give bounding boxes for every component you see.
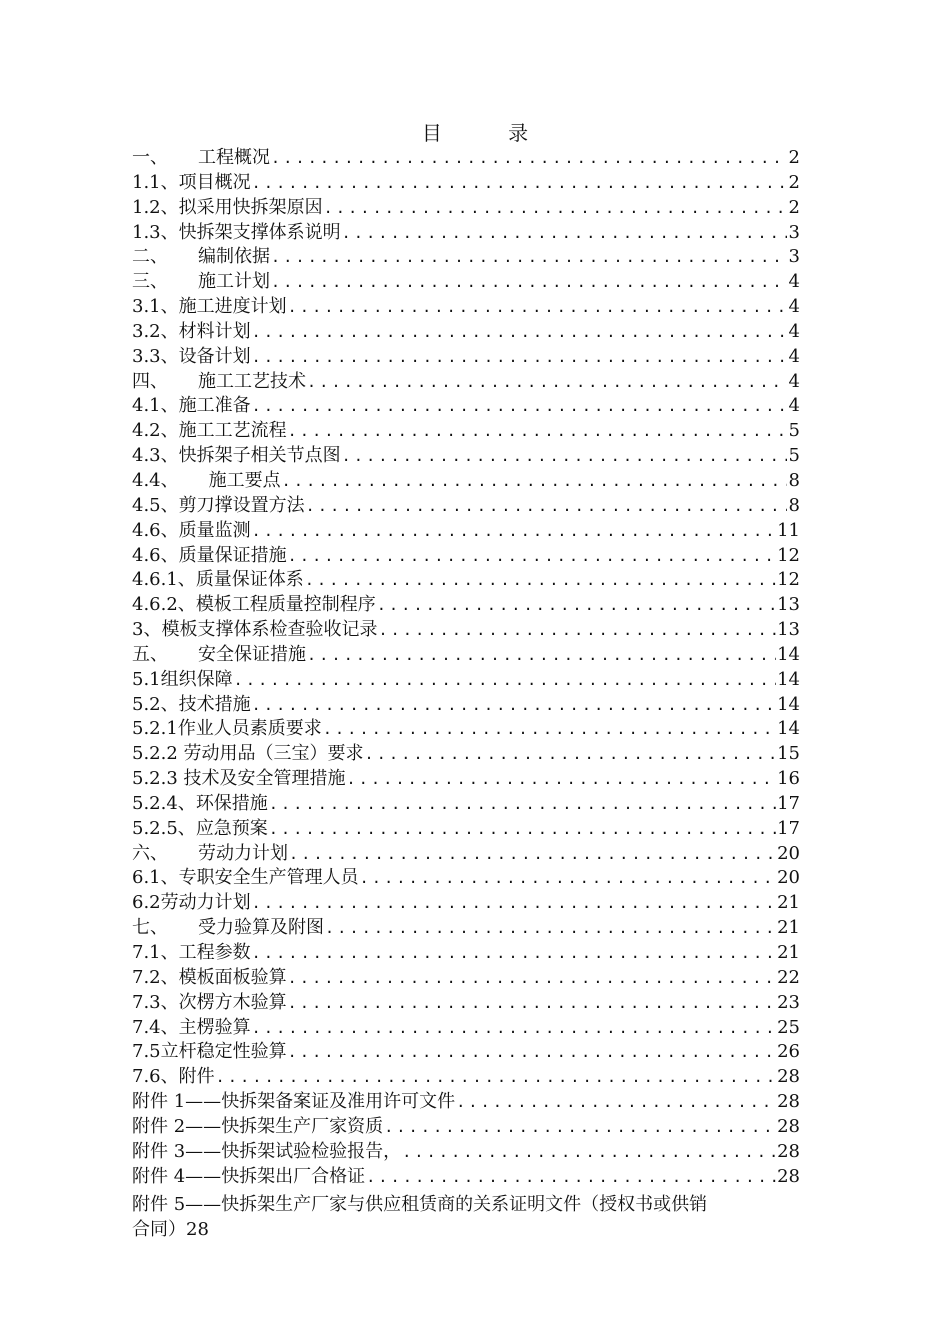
toc-entry-page-number: 11 <box>777 519 800 541</box>
toc-entry-title: 质量保证措施 <box>178 544 287 566</box>
toc-entry-number: 三、 <box>132 271 168 293</box>
toc-entry-heading <box>132 270 270 295</box>
toc-entry-title: 工程参数 <box>178 942 251 963</box>
toc-entry-heading <box>132 419 287 444</box>
toc-entry-title: 快拆架试验检验报告， <box>221 1140 402 1162</box>
toc-entry-leader-dots <box>378 618 776 643</box>
toc-entry-title: 模板工程质量控制程序 <box>195 594 376 616</box>
toc-entry-heading <box>132 394 251 419</box>
toc-entry[interactable] <box>132 419 800 444</box>
toc-entry[interactable] <box>132 966 800 991</box>
toc-entry-page-number: 14 <box>777 643 800 665</box>
toc-entry-leader-dots <box>288 295 787 320</box>
toc-entry-page-number: 14 <box>777 668 800 690</box>
toc-entry-title: 快拆架生产厂家资质 <box>221 1115 384 1137</box>
toc-entry-number: 附件 4—— <box>132 1165 222 1187</box>
toc-entry-page-number: 25 <box>777 1016 800 1038</box>
toc-entry-title: 材料计划 <box>178 320 251 342</box>
toc-entry-number: 5.2.4、 <box>132 792 196 814</box>
toc-entry-page-number: 12 <box>777 544 800 566</box>
toc-entry-title: 施工进度计划 <box>178 296 287 318</box>
toc-entry-title: 环保措施 <box>195 792 268 814</box>
toc-entry-leader-dots <box>366 1165 776 1190</box>
toc-entry-heading <box>132 568 304 593</box>
toc-entry-leader-dots <box>252 891 776 916</box>
toc-entry-leader-dots <box>365 742 777 767</box>
toc-entry-title: 剪刀撑设置方法 <box>178 494 305 516</box>
toc-entry-title: 施工工艺技术 <box>198 370 306 392</box>
toc-entry-leader-dots <box>252 394 787 419</box>
toc-entry[interactable] <box>132 866 800 891</box>
toc-entry-heading <box>132 643 306 668</box>
toc-entry-title: 施工要点 <box>208 469 281 491</box>
toc-entry-heading <box>132 221 341 246</box>
toc-entry-number: 5.1 <box>132 668 161 690</box>
toc-entry-heading <box>132 593 376 618</box>
toc-entry-heading <box>132 742 364 767</box>
toc-entry[interactable] <box>132 717 800 742</box>
toc-entry-title: 技术措施 <box>178 693 251 715</box>
toc-entry-number: 3.3、 <box>132 345 179 367</box>
toc-entry-wrapped-line1: 附件 5——快拆架生产厂家与供应租赁商的关系证明文件（授权书或供销 <box>132 1194 708 1215</box>
toc-entry-page-number: 20 <box>777 867 800 889</box>
toc-entry-heading <box>132 295 287 320</box>
toc-entry-leader-dots <box>360 866 776 891</box>
toc-entry-number: 4.3、 <box>132 445 179 467</box>
toc-entry-number: 4.6.2、 <box>132 594 196 616</box>
toc-entry-page-number: 28 <box>777 1140 800 1162</box>
toc-entry[interactable] <box>132 320 800 345</box>
toc-entry-page-number: 12 <box>777 569 800 591</box>
toc-entry[interactable] <box>132 1016 800 1041</box>
toc-entry[interactable] <box>132 891 800 916</box>
toc-entry-title: 模板面板验算 <box>178 966 287 988</box>
toc-entry-heading <box>132 370 306 395</box>
toc-entry-title: 快拆架子相关节点图 <box>178 445 341 467</box>
toc-entry[interactable] <box>132 1090 800 1115</box>
toc-entry[interactable] <box>132 991 800 1016</box>
toc-entry-heading <box>132 1040 287 1065</box>
toc-entry[interactable] <box>132 345 800 370</box>
toc-entry[interactable] <box>132 221 800 246</box>
toc-entry-number: 6.2 <box>132 892 161 914</box>
toc-entry-page-number: 2 <box>788 196 800 218</box>
toc-entry-number: 4.6.1、 <box>132 569 196 591</box>
toc-entry-number: 1.3、 <box>132 221 179 243</box>
toc-entry-page-number: 17 <box>777 792 800 814</box>
toc-entry-leader-dots <box>347 767 777 792</box>
toc-entry-heading <box>132 941 251 966</box>
toc-entry[interactable] <box>132 668 800 693</box>
toc-entry-title: 立杆稳定性验算 <box>160 1041 287 1063</box>
toc-entry-leader-dots <box>288 419 787 444</box>
toc-entry-leader-dots <box>271 245 787 270</box>
toc-entry-title: 快拆架支撑体系说明 <box>178 221 341 243</box>
toc-entry-page-number: 26 <box>777 1041 800 1063</box>
toc-entry-title: 快拆架备案证及准用许可文件 <box>221 1091 456 1113</box>
toc-entry-title: 设备计划 <box>178 345 251 367</box>
toc-entry-leader-dots <box>324 196 787 221</box>
toc-entry-leader-dots <box>384 1115 776 1140</box>
toc-entry-number: 1.1、 <box>132 171 179 193</box>
toc-entry[interactable] <box>132 941 800 966</box>
toc-entry-heading <box>132 891 251 916</box>
toc-entry-number: 1.2、 <box>132 196 179 218</box>
toc-entry[interactable] <box>132 394 800 419</box>
toc-entry-heading <box>132 494 305 519</box>
toc-entry-leader-dots <box>282 469 787 494</box>
toc-entry-page-number: 2 <box>788 147 800 168</box>
toc-entry-page-number: 8 <box>788 469 800 491</box>
toc-entry-heading <box>132 991 287 1016</box>
toc-entry[interactable] <box>132 643 800 668</box>
toc-entry-page-number: 15 <box>777 743 800 765</box>
toc-entry-page-number: 28 <box>777 1165 800 1187</box>
toc-entry-number: 五、 <box>132 643 168 665</box>
toc-entry-page-number: 4 <box>788 370 800 392</box>
toc-entry-page-number: 4 <box>788 320 800 342</box>
toc-entry-title: 项目概况 <box>178 171 251 193</box>
toc-entry-number: 5.2.1 <box>132 718 178 740</box>
toc-entry-wrapped-line2: 合同）28 <box>132 1219 209 1240</box>
toc-entry-page-number: 28 <box>777 1091 800 1113</box>
toc-title: 目 录 <box>421 121 559 145</box>
toc-entry-leader-dots <box>252 1016 776 1041</box>
toc-entry[interactable] <box>132 245 800 270</box>
toc-entry[interactable] <box>132 270 800 295</box>
toc-entry[interactable] <box>132 196 800 221</box>
toc-entry-number: 7.3、 <box>132 991 179 1013</box>
toc-entry-heading <box>132 320 251 345</box>
toc-entry-page-number: 28 <box>777 1066 800 1088</box>
toc-entry-leader-dots <box>402 1140 776 1165</box>
toc-entry[interactable] <box>132 494 800 519</box>
toc-entry[interactable] <box>132 469 800 494</box>
toc-entry-leader-dots <box>271 270 787 295</box>
toc-entry-leader-dots <box>252 345 787 370</box>
toc-entry-page-number: 5 <box>788 420 800 442</box>
toc-entry-page-number: 28 <box>777 1115 800 1137</box>
toc-entry-heading <box>132 544 287 569</box>
toc-entry[interactable] <box>132 519 800 544</box>
toc-entry-number: 一、 <box>132 147 168 168</box>
toc-entry[interactable] <box>132 171 800 196</box>
toc-entry-heading <box>132 1140 401 1165</box>
toc-entry-heading <box>132 693 251 718</box>
toc-entry-heading <box>132 171 251 196</box>
toc-entry-page-number: 5 <box>788 445 800 467</box>
toc-entry-page-number: 3 <box>788 221 800 243</box>
toc-entry-page-number: 2 <box>788 171 800 193</box>
toc-entry-title: 技术及安全管理措施 <box>183 768 346 790</box>
toc-entry-number: 4.1、 <box>132 395 179 417</box>
toc-entry-heading <box>132 817 268 842</box>
toc-entry-title: 附件 <box>178 1066 215 1088</box>
toc-entry-heading <box>132 1065 215 1090</box>
toc-entry-title: 安全保证措施 <box>198 643 306 665</box>
toc-entry-page-number: 14 <box>777 693 800 715</box>
toc-entry-number: 4.4、 <box>132 469 179 491</box>
toc-entry-heading <box>132 618 377 643</box>
toc-entry-page-number: 21 <box>777 917 800 939</box>
toc-entry-wrapped[interactable] <box>132 1192 844 1242</box>
toc-entry-leader-dots <box>288 991 776 1016</box>
toc-entry-leader-dots <box>325 916 776 941</box>
toc-entry-title: 组织保障 <box>160 668 233 690</box>
toc-entry[interactable] <box>132 146 800 171</box>
toc-entry-title: 劳动力计划 <box>160 892 251 914</box>
toc-entry-page-number: 4 <box>788 271 800 293</box>
toc-entry-number: 4.6、 <box>132 519 179 541</box>
toc-entry[interactable] <box>132 544 800 569</box>
toc-entry-page-number: 21 <box>777 892 800 914</box>
toc-entry-leader-dots <box>288 1040 776 1065</box>
toc-entry[interactable] <box>132 1040 800 1065</box>
toc-entry-title: 施工准备 <box>178 395 251 417</box>
toc-entry-number: 4.2、 <box>132 420 179 442</box>
toc-entry-leader-dots <box>288 544 776 569</box>
toc-entry-heading <box>132 1016 251 1041</box>
toc-entry-title: 应急预案 <box>195 817 268 839</box>
toc-entry-number: 7.2、 <box>132 966 179 988</box>
toc-entry[interactable] <box>132 618 800 643</box>
toc-entry[interactable] <box>132 295 800 320</box>
toc-entry-title: 拟采用快拆架原因 <box>178 196 323 218</box>
toc-entry-heading <box>132 668 233 693</box>
toc-entry[interactable] <box>132 444 800 469</box>
toc-entry-title: 劳动用品（三宝）要求 <box>183 743 364 765</box>
toc-entry-page-number: 14 <box>777 718 800 740</box>
toc-entry-number: 四、 <box>132 370 168 392</box>
toc-entry-title: 模板支撑体系检查验收记录 <box>161 619 378 641</box>
toc-entry-number: 3.1、 <box>132 296 179 318</box>
toc-entry-title: 质量监测 <box>178 519 251 541</box>
toc-entry-leader-dots <box>305 568 776 593</box>
toc-entry-heading <box>132 196 323 221</box>
toc-entry[interactable] <box>132 916 800 941</box>
toc-entry-leader-dots <box>306 494 787 519</box>
toc-entry-leader-dots <box>377 593 776 618</box>
toc-entry-leader-dots <box>323 717 776 742</box>
toc-entry-heading <box>132 1165 365 1190</box>
toc-entry-page-number: 3 <box>788 246 800 268</box>
toc-entry-number: 附件 1—— <box>132 1091 222 1113</box>
toc-entry-number: 附件 3—— <box>132 1140 222 1162</box>
toc-entry-leader-dots <box>269 817 776 842</box>
toc-entry-heading <box>132 444 341 469</box>
toc-entry-number: 7.1、 <box>132 942 179 963</box>
toc-entry-page-number: 8 <box>788 494 800 516</box>
toc-entry-title: 施工计划 <box>198 271 270 293</box>
toc-entry[interactable] <box>132 1065 800 1090</box>
toc-entry-page-number: 20 <box>777 842 800 864</box>
toc-entry-number: 六、 <box>132 842 168 864</box>
toc-entry-leader-dots <box>269 792 776 817</box>
toc-entry-heading <box>132 345 251 370</box>
toc-entry[interactable] <box>132 742 800 767</box>
toc-entry-heading <box>132 519 251 544</box>
toc-entry-heading <box>132 842 288 867</box>
toc-entry[interactable] <box>132 1140 800 1165</box>
toc-entry-heading <box>132 717 322 742</box>
toc-entry-leader-dots <box>252 693 776 718</box>
toc-entry-page-number: 4 <box>788 296 800 318</box>
toc-list <box>132 146 800 1189</box>
toc-entry-number: 二、 <box>132 246 168 268</box>
toc-entry[interactable] <box>132 792 800 817</box>
toc-entry-heading <box>132 866 359 891</box>
toc-entry-number: 附件 2—— <box>132 1115 222 1137</box>
toc-entry[interactable] <box>132 693 800 718</box>
toc-entry-heading <box>132 916 324 941</box>
toc-entry-heading <box>132 146 270 171</box>
toc-entry-page-number: 13 <box>777 619 800 641</box>
toc-entry-page-number: 13 <box>777 594 800 616</box>
toc-entry[interactable] <box>132 817 800 842</box>
toc-entry-leader-dots <box>307 370 787 395</box>
toc-entry-leader-dots <box>342 221 787 246</box>
toc-entry-heading <box>132 792 268 817</box>
toc-entry-number: 5.2、 <box>132 693 179 715</box>
toc-entry-title: 作业人员素质要求 <box>177 718 322 740</box>
toc-entry-heading <box>132 245 270 270</box>
toc-entry-leader-dots <box>456 1090 776 1115</box>
toc-entry-number: 7.6、 <box>132 1066 179 1088</box>
toc-entry-title: 专职安全生产管理人员 <box>178 867 359 889</box>
toc-entry[interactable] <box>132 568 800 593</box>
toc-entry-title: 快拆架出厂合格证 <box>221 1165 366 1187</box>
toc-entry-number: 5.2.3 <box>132 768 184 790</box>
toc-entry-page-number: 22 <box>777 966 800 988</box>
toc-entry-page-number: 23 <box>777 991 800 1013</box>
toc-entry[interactable] <box>132 370 800 395</box>
toc-entry-number: 4.6、 <box>132 544 179 566</box>
toc-entry-heading <box>132 1090 455 1115</box>
toc-entry-number: 5.2.5、 <box>132 817 196 839</box>
toc-entry[interactable] <box>132 842 800 867</box>
toc-entry-leader-dots <box>252 519 776 544</box>
toc-entry-heading <box>132 966 287 991</box>
toc-entry-heading <box>132 1115 383 1140</box>
toc-entry-page-number: 4 <box>788 395 800 417</box>
toc-entry-leader-dots <box>216 1065 776 1090</box>
toc-entry-number: 七、 <box>132 917 168 939</box>
toc-entry[interactable] <box>132 1115 800 1140</box>
toc-entry[interactable] <box>132 767 800 792</box>
toc-entry-leader-dots <box>252 171 787 196</box>
toc-entry[interactable] <box>132 593 800 618</box>
toc-entry-page-number: 16 <box>777 768 800 790</box>
toc-entry-leader-dots <box>252 941 776 966</box>
toc-entry-number: 7.4、 <box>132 1016 179 1038</box>
toc-entry-heading <box>132 767 346 792</box>
toc-entry-page-number: 17 <box>777 817 800 839</box>
toc-entry-leader-dots <box>271 146 787 171</box>
toc-entry-page-number: 21 <box>777 942 800 963</box>
toc-entry[interactable] <box>132 1165 800 1190</box>
toc-entry-title: 次楞方木验算 <box>178 991 287 1013</box>
toc-entry-leader-dots <box>252 320 787 345</box>
toc-entry-title: 主楞验算 <box>178 1016 251 1038</box>
toc-entry-leader-dots <box>342 444 787 469</box>
toc-entry-leader-dots <box>288 966 776 991</box>
toc-entry-leader-dots <box>289 842 776 867</box>
toc-entry-title: 劳动力计划 <box>198 842 288 864</box>
toc-entry-title: 编制依据 <box>198 246 270 268</box>
toc-entry-number: 6.1、 <box>132 867 179 889</box>
toc-entry-title: 质量保证体系 <box>195 569 304 591</box>
toc-entry-number: 5.2.2 <box>132 743 184 765</box>
toc-entry-title: 工程概况 <box>198 147 270 168</box>
toc-entry-number: 3.2、 <box>132 320 179 342</box>
toc-entry-page-number: 4 <box>788 345 800 367</box>
toc-entry-number: 4.5、 <box>132 494 179 516</box>
toc-entry-leader-dots <box>234 668 776 693</box>
toc-entry-heading <box>132 469 281 494</box>
toc-entry-title: 施工工艺流程 <box>178 420 287 442</box>
toc-entry-number: 3、 <box>132 619 162 641</box>
toc-entry-title: 受力验算及附图 <box>198 917 324 939</box>
toc-entry-leader-dots <box>307 643 776 668</box>
toc-entry-number: 7.5 <box>132 1041 161 1063</box>
